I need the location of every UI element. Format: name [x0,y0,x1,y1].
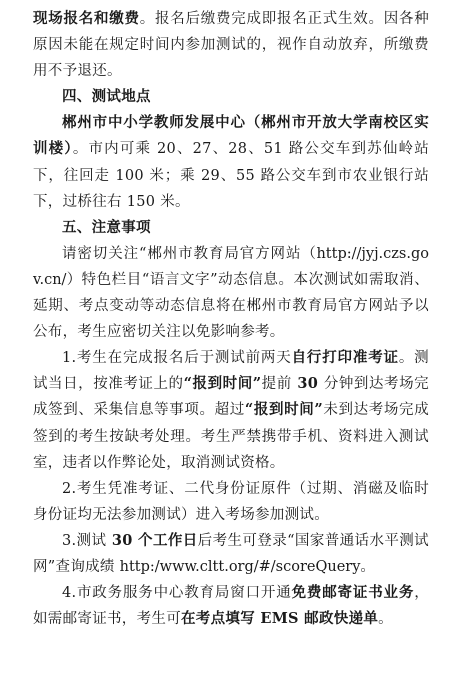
notice-item-2: 2.考生凭准考证、二代身份证原件（过期、消磁及临时身份证均无法参加测试）进入考场参加测试。 [33,480,429,523]
item3-text-a: 3.测试 [62,532,107,549]
venue-paragraph [33,110,429,214]
section-4-heading: 四、测试地点 [62,88,151,106]
item4-text-c: ，如需邮寄证书，考生可 [33,585,429,628]
notice-item-3 [33,528,429,580]
item1-text-c: 。测试当日，按准考证上的 [33,350,429,393]
item4-free-mail-bold: 免费邮寄证书业务 [291,584,415,602]
venue-name-bold: 郴州市中小学教师发展中心（郴州市开放大学南校区实训楼） [33,114,429,158]
registration-fee-text: 。报名后缴费完成即报名正式生效。因各种原因未能在规定时间内参加测试的，视作自动放弃，所缴费用不予退还。 [33,11,429,80]
item1-text-d: 提前 [261,376,292,393]
score-query-url[interactable]: http:/www.cltt.org/#/scoreQuery [119,558,361,575]
item4-text-a: 4.市政务服务中心教育局窗口开通 [62,585,292,602]
item3-text-d: 。 [360,558,376,575]
item1-report-time-bold-2: “报到时间” [244,401,324,419]
item4-ems-form-bold: 在考点填写 EMS 邮政快递单 [181,610,379,628]
section-5-heading: 五、注意事项 [62,218,151,236]
notice-intro-text-b: 特色栏目“语言文字”动态信息。本次测试如需取消、延期、考点变动等动态信息将在郴州市教育局官方网站予以公布，考生应密切关注以免影响参考。 [33,271,429,341]
item1-text-a: 1.考生在完成报名后于测试前两天 [62,350,292,367]
notice-item-4 [33,580,429,632]
education-bureau-url[interactable]: （http://jyj.czs.gov.cn/） [33,245,429,288]
venue-directions: 。市内可乘 20、27、28、51 路公交车到苏仙岭站下，往回走 100 米；乘 29、55 路公交车到市农业银行站下，过桥往右 150 米。 [33,141,429,210]
item1-30-minutes-bold: 30 [291,375,324,393]
notice-intro-paragraph [33,241,429,345]
onsite-registration-bold: 现场报名和缴费 [33,10,140,27]
item1-print-ticket-bold: 自行打印准考证 [291,349,399,367]
item3-text-c: 后考生可登录“国家普通话水平测试网”查询成绩 [33,532,429,575]
registration-fee-paragraph [33,6,429,84]
item1-text-e: 分钟到达考场完成签到、采集信息等事项。超过 [33,376,429,419]
notice-item-1 [33,345,429,475]
item1-text-f: 未到达考场完成签到的考生按缺考处理。考生严禁携带手机、资料进入测试室，违者以作弊论处，取消测试资格。 [33,402,429,471]
item4-text-d: 。 [378,611,393,628]
notice-intro-text-a: 请密切关注“郴州市教育局官方网站 [62,245,302,262]
item3-30-workdays-bold: 30 个工作日 [106,531,198,549]
item1-report-time-bold-1: “报到时间” [183,375,262,393]
